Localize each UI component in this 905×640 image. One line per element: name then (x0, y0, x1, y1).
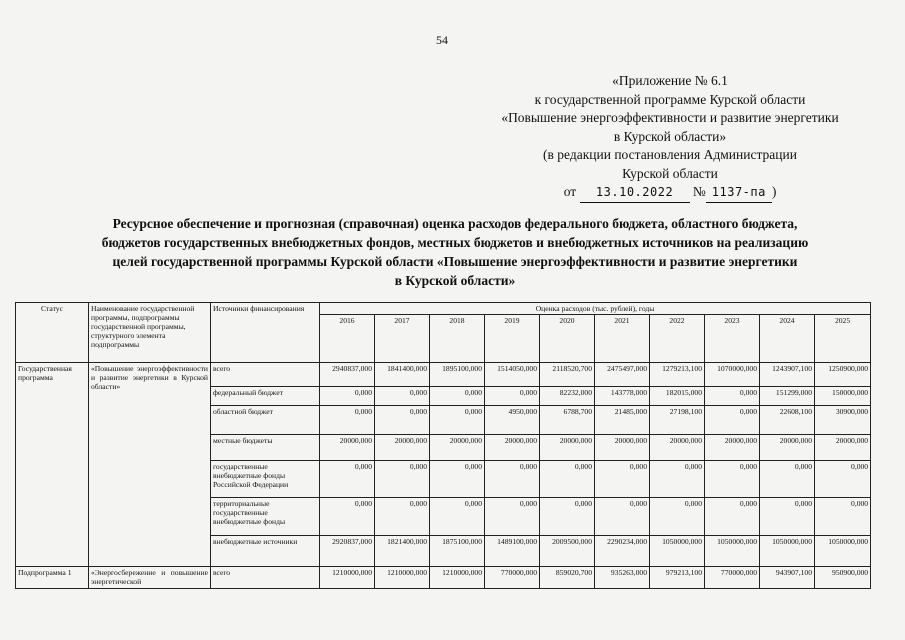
appendix-line: Курской области (622, 165, 718, 181)
value-cell: 0,000 (650, 461, 705, 498)
value-cell: 0,000 (540, 498, 595, 536)
appendix-line: «Приложение № 6.1 (612, 73, 728, 88)
appendix-line: к государственной программе Курской области (534, 91, 806, 107)
value-cell: 0,000 (320, 406, 375, 435)
value-cell: 0,000 (375, 498, 430, 536)
number-blank (706, 183, 772, 203)
value-cell: 1050000,000 (705, 536, 760, 567)
value-cell: 1489100,000 (485, 536, 540, 567)
value-cell: 30900,000 (815, 406, 871, 435)
value-cell: 182015,000 (650, 387, 705, 406)
value-cell: 2940837,000 (320, 363, 375, 387)
value-cell: 0,000 (485, 387, 540, 406)
source-cell: всего (211, 363, 320, 387)
value-cell: 1050000,000 (815, 536, 871, 567)
value-cell: 0,000 (375, 461, 430, 498)
resolution-date-line (470, 183, 870, 203)
value-cell: 0,000 (320, 387, 375, 406)
value-cell: 0,000 (430, 406, 485, 435)
value-cell: 0,000 (430, 387, 485, 406)
title-line: бюджетов государственных внебюджетных фондов, местных бюджетов и внебюджетных источников на реализацию (101, 235, 809, 250)
value-cell: 27198,100 (650, 406, 705, 435)
source-cell: областной бюджет (211, 406, 320, 435)
value-cell: 1050000,000 (760, 536, 815, 567)
value-cell: 20000,000 (705, 435, 760, 461)
resolution-number: 1137-па (711, 185, 766, 199)
source-cell: внебюджетные источники (211, 536, 320, 567)
value-cell: 0,000 (430, 461, 485, 498)
value-cell: 0,000 (540, 461, 595, 498)
value-cell: 1210000,000 (320, 567, 375, 589)
source-cell: федеральный бюджет (211, 387, 320, 406)
value-cell: 2920837,000 (320, 536, 375, 567)
value-cell: 4950,000 (485, 406, 540, 435)
value-cell: 20000,000 (815, 435, 871, 461)
value-cell: 20000,000 (760, 435, 815, 461)
value-cell: 82232,000 (540, 387, 595, 406)
value-cell: 0,000 (485, 461, 540, 498)
header-year: 2023 (705, 315, 760, 363)
header-estimate: Оценка расходов (тыс. рублей), годы (320, 303, 871, 315)
value-cell: 0,000 (760, 498, 815, 536)
header-status: Статус (16, 303, 89, 363)
header-year: 2020 (540, 315, 595, 363)
appendix-note (470, 72, 870, 203)
value-cell: 20000,000 (320, 435, 375, 461)
value-cell: 20000,000 (540, 435, 595, 461)
value-cell: 935263,000 (595, 567, 650, 589)
appendix-line: «Повышение энергоэффективности и развитие энергетики (501, 110, 839, 125)
value-cell: 0,000 (375, 406, 430, 435)
value-cell: 0,000 (705, 387, 760, 406)
value-cell: 20000,000 (375, 435, 430, 461)
value-cell: 1210000,000 (430, 567, 485, 589)
header-year: 2016 (320, 315, 375, 363)
value-cell: 150000,000 (815, 387, 871, 406)
subprogram-status: Подпрограмма 1 (16, 567, 89, 589)
page-number: 54 (436, 33, 448, 47)
header-year: 2024 (760, 315, 815, 363)
value-cell: 143778,000 (595, 387, 650, 406)
document-title (30, 214, 880, 290)
value-cell: 0,000 (595, 498, 650, 536)
source-cell: государственные внебюджетные фонды Российской Федерации (211, 461, 320, 498)
resources-table (15, 302, 871, 589)
header-name: Наименование государственной программы, подпрограммы государственной программы, структурного элемента подпрограммы (89, 303, 211, 363)
value-cell: 2118520,700 (540, 363, 595, 387)
value-cell: 2290234,000 (595, 536, 650, 567)
value-cell: 1070000,000 (705, 363, 760, 387)
program-status: Государственная программа (16, 363, 89, 567)
appendix-line: (в редакции постановления Администрации (543, 147, 797, 162)
date-blank (580, 183, 690, 203)
closing-paren: ) (771, 184, 777, 199)
value-cell: 0,000 (705, 461, 760, 498)
value-cell: 22608,100 (760, 406, 815, 435)
resolution-date: 13.10.2022 (595, 185, 674, 199)
value-cell: 20000,000 (650, 435, 705, 461)
value-cell: 2475497,000 (595, 363, 650, 387)
subprogram-name: «Энергосбережение и повышение энергетической (89, 567, 211, 589)
table-row (16, 567, 871, 589)
value-cell: 6788,700 (540, 406, 595, 435)
title-line: в Курской области» (394, 273, 516, 288)
value-cell: 0,000 (705, 406, 760, 435)
header-year: 2021 (595, 315, 650, 363)
source-cell: местные бюджеты (211, 435, 320, 461)
value-cell: 0,000 (375, 387, 430, 406)
value-cell: 0,000 (320, 461, 375, 498)
number-prefix: № (692, 184, 706, 199)
value-cell: 20000,000 (485, 435, 540, 461)
title-line: Ресурсное обеспечение и прогнозная (справочная) оценка расходов федерального бюджета, областного бюджета, (112, 216, 798, 231)
value-cell: 20000,000 (595, 435, 650, 461)
value-cell: 950900,000 (815, 567, 871, 589)
value-cell: 1875100,000 (430, 536, 485, 567)
value-cell: 1841400,000 (375, 363, 430, 387)
value-cell: 0,000 (705, 498, 760, 536)
value-cell: 0,000 (430, 498, 485, 536)
value-cell: 20000,000 (430, 435, 485, 461)
value-cell: 0,000 (815, 461, 871, 498)
value-cell: 943907,100 (760, 567, 815, 589)
header-year: 2019 (485, 315, 540, 363)
value-cell: 859020,700 (540, 567, 595, 589)
value-cell: 2009500,000 (540, 536, 595, 567)
value-cell: 1895100,000 (430, 363, 485, 387)
source-cell: территориальные государственные внебюджетные фонды (211, 498, 320, 536)
value-cell: 1279213,100 (650, 363, 705, 387)
program-name: «Повышение энергоэффективности и развитие энергетики в Курской области» (89, 363, 211, 567)
value-cell: 0,000 (815, 498, 871, 536)
header-year: 2022 (650, 315, 705, 363)
appendix-line: в Курской области» (613, 128, 727, 144)
value-cell: 0,000 (485, 498, 540, 536)
value-cell: 0,000 (760, 461, 815, 498)
table-row (16, 363, 871, 387)
source-cell: всего (211, 567, 320, 589)
date-prefix: от (563, 184, 577, 199)
header-year: 2018 (430, 315, 485, 363)
value-cell: 0,000 (320, 498, 375, 536)
value-cell: 979213,100 (650, 567, 705, 589)
header-year: 2025 (815, 315, 871, 363)
value-cell: 1514050,000 (485, 363, 540, 387)
value-cell: 1250900,000 (815, 363, 871, 387)
header-source: Источники финансирования (211, 303, 320, 363)
value-cell: 0,000 (595, 461, 650, 498)
value-cell: 0,000 (650, 498, 705, 536)
value-cell: 1821400,000 (375, 536, 430, 567)
value-cell: 770000,000 (485, 567, 540, 589)
value-cell: 21485,000 (595, 406, 650, 435)
value-cell: 770000,000 (705, 567, 760, 589)
value-cell: 151299,000 (760, 387, 815, 406)
value-cell: 1243907,100 (760, 363, 815, 387)
header-year: 2017 (375, 315, 430, 363)
value-cell: 1210000,000 (375, 567, 430, 589)
value-cell: 1050000,000 (650, 536, 705, 567)
title-line: целей государственной программы Курской области «Повышение энергоэффективности и развитие энергетики (112, 254, 798, 269)
